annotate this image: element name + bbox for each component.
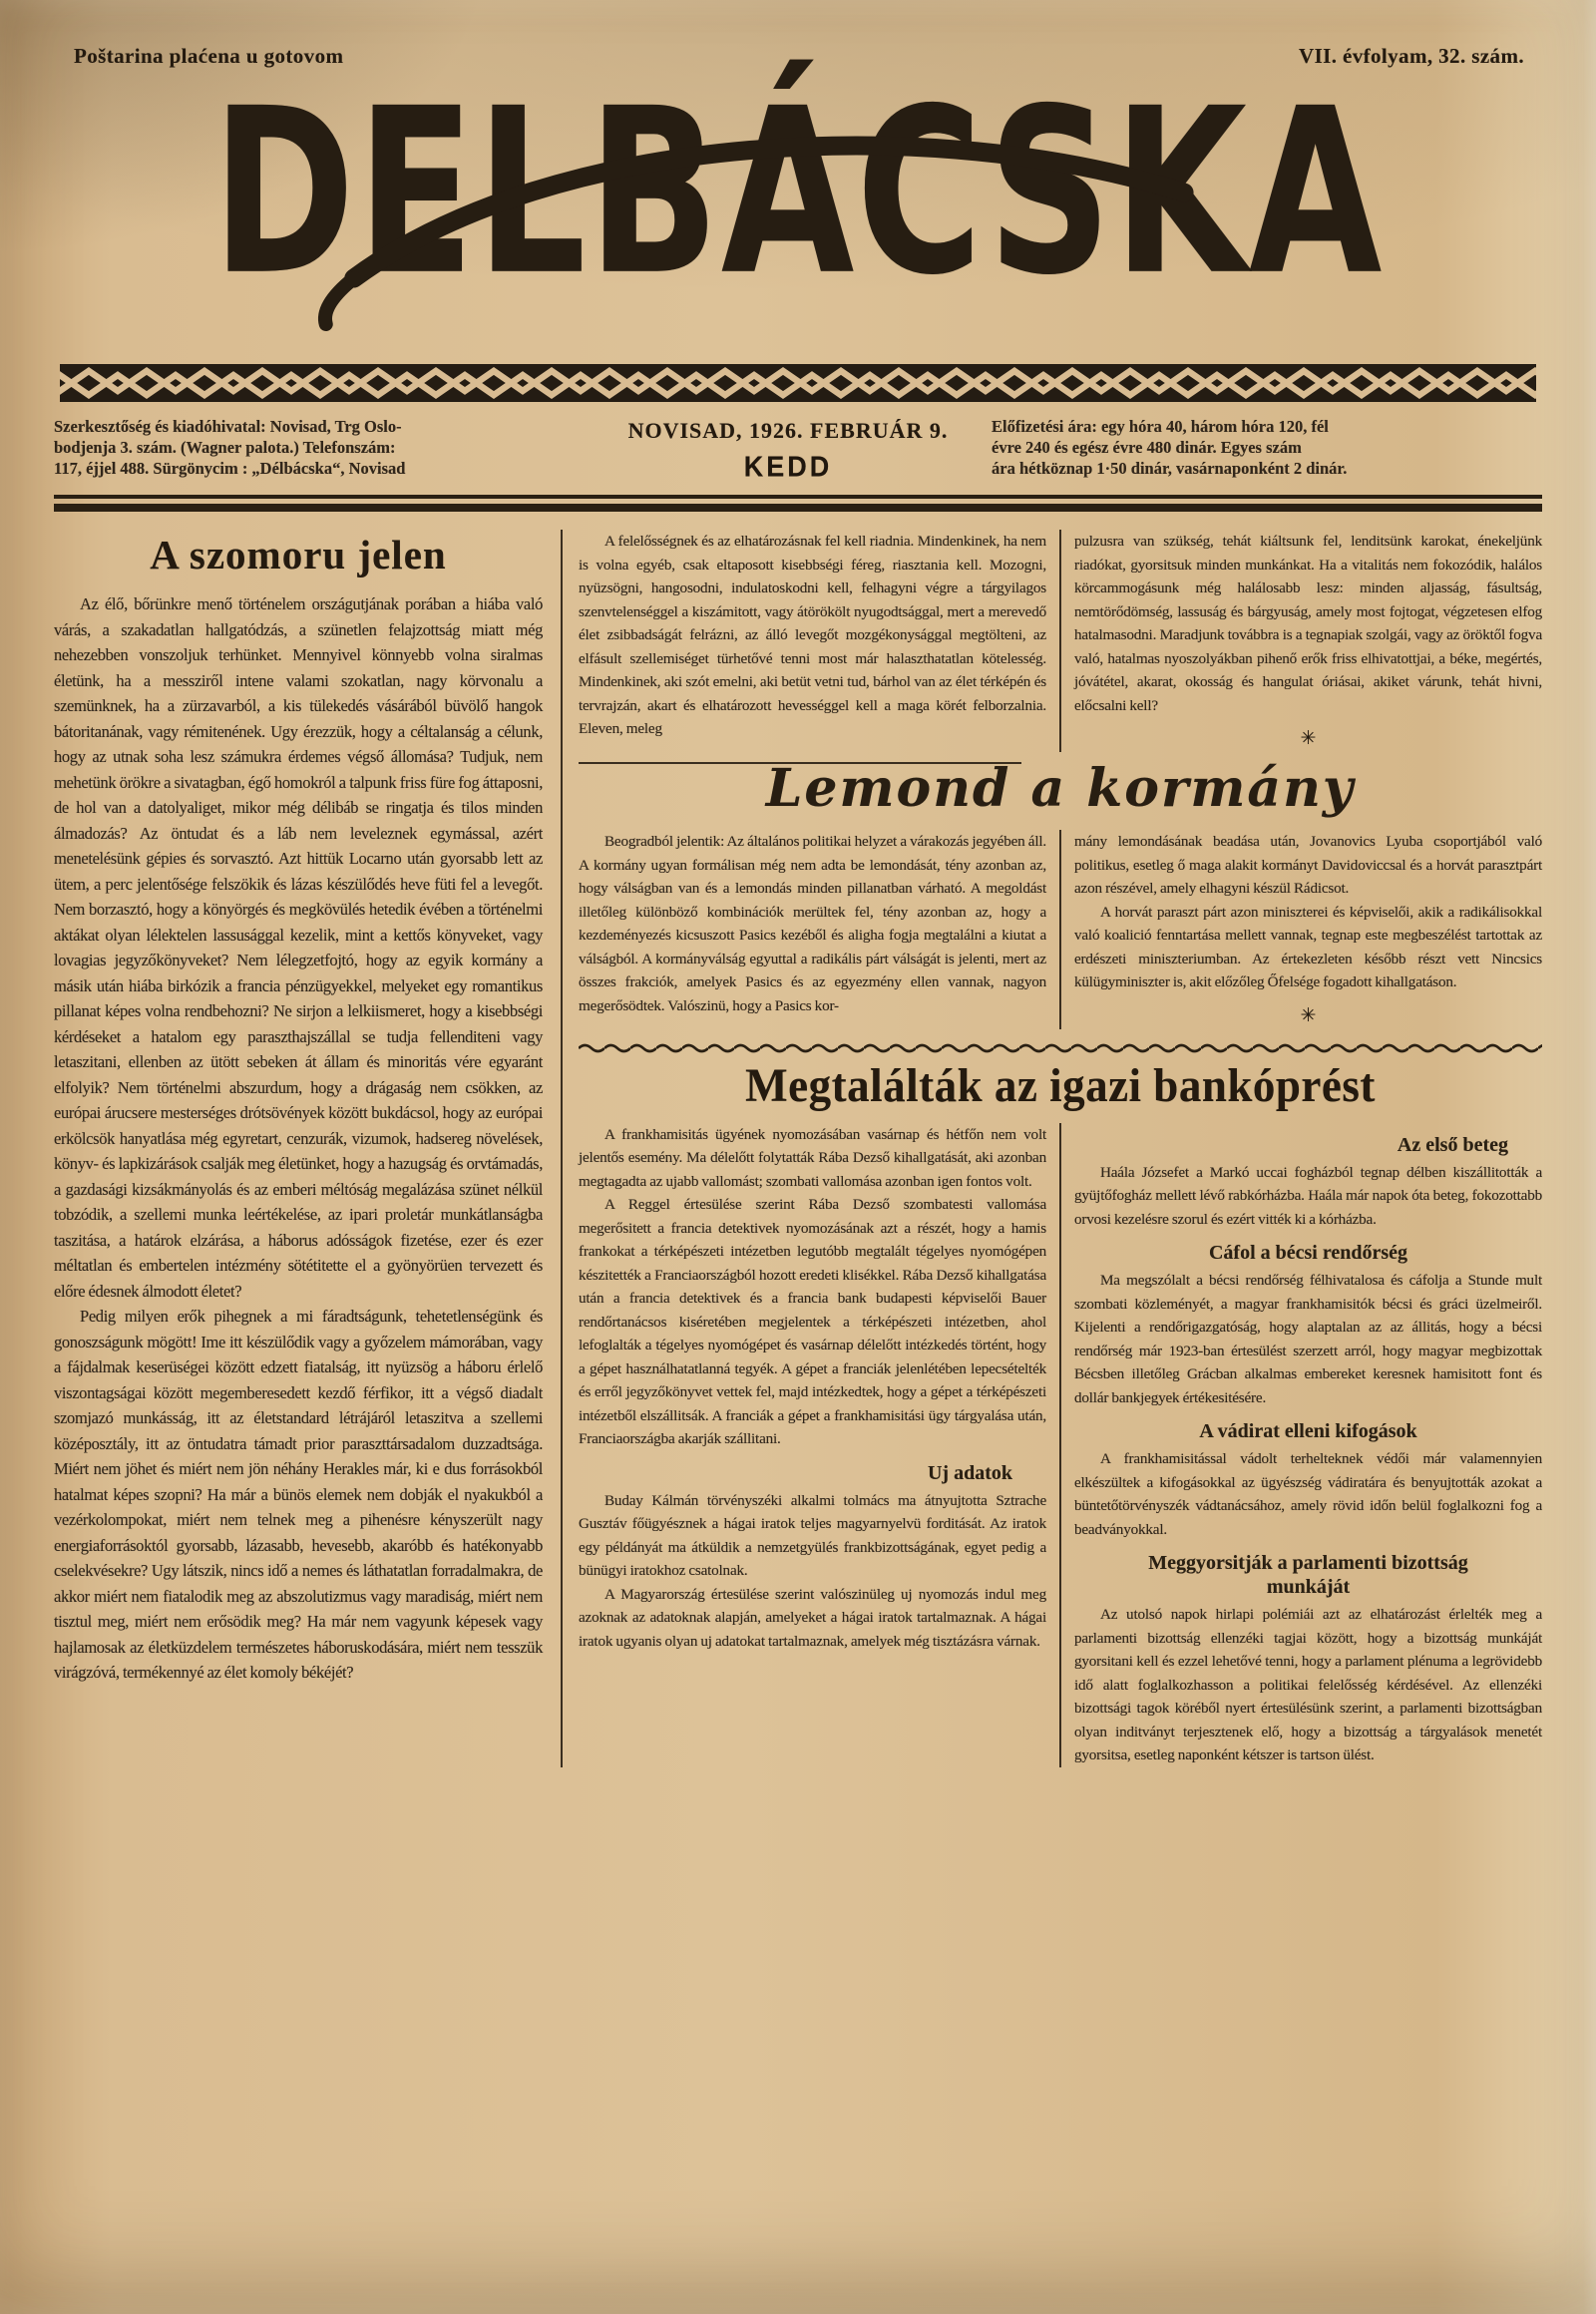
column-end-rule	[579, 762, 1021, 764]
section-end-mark: ✳	[1300, 728, 1317, 749]
newspaper-title: DELBÁCSKA	[211, 59, 1385, 326]
article-paragraph: Az utolsó napok hirlapi polémiái azt az elhatározást érlelték meg a parlamenti bizottság ellenzéki tagjai között, hogy a bizottság munkáját gyorsitani kell és ezzel lehetővé tenni, hogy a parlament plénuma a legrövidebb idő alatt foglalkozhasson a politikai felelősség kérdésével. Az ellenzéki bizottsági tagok köréből nyert értesülésünk szerint, a parlamenti bizottságban olyan inditványt terjesztenek elő, hogy a bizottság a tárgyalások menetét gyorsitsa, esetleg naponként kétszer is tartson ülést.	[1074, 1606, 1542, 1763]
lead-continuation-right	[1059, 530, 1542, 752]
bankopres-right-column	[1059, 1123, 1542, 1767]
article-paragraph: A Reggel értesülése szerint Rába Dezső szombatesti vallomása megerősitett a francia detektivek nyomozásának azt a részét, hogy a hamis frankokat a térképészeti intézetben legutóbb megtalált tégelyes nyomógépen készitették a Franciaországból hozott eredeti klisékkel. Rába Dezső kihallgatása után a francia detektivek és a francia bank budapesti képviselői Bauer rendőrtanácsos kiséretében megjelentek a térképészeti intézetben, ahol lefoglalták a tégelyes nyomógépet és vasárnap délelőtt intézkedés történt, hogy a gépet használhatatlanná tegyék. A gépet a franciák jelenlétében lepecsételték és erről jegyzőkönyvet vettek fel, majd intézkedtek, hogy a gépet a térképészeti intézetből elszállitsák. A franciák a gépet a frankhamisitási ügy tárgyalása után, Franciaországba akarják szállitani.	[579, 1196, 1046, 1447]
date-line: NOVISAD, 1926. FEBRUÁR 9.	[627, 418, 949, 443]
subscription-line: évre 240 és egész évre 480 dinár. Egyes szám	[992, 438, 1302, 457]
bankopres-body	[579, 1123, 1542, 1767]
lead-continuation	[579, 530, 1542, 752]
publisher-line: bodjenja 3. szám. (Wagner palota.) Telefonszám:	[54, 438, 396, 457]
lead-headline: A szomoru jelen	[150, 532, 447, 578]
lead-continuation-left	[579, 530, 1046, 752]
subhead-cafol-a-becsi-rendorseg: Cáfol a bécsi rendőrség	[1208, 1242, 1408, 1264]
publisher-line: Szerkesztőség és kiadóhivatal: Novisad, Trg Oslo-	[54, 417, 402, 436]
subhead-az-elso-beteg: Az első beteg	[1396, 1133, 1508, 1156]
publisher-info	[54, 416, 585, 479]
lemond-right-column	[1059, 830, 1542, 1029]
lemond-left-column	[579, 830, 1046, 1029]
article-paragraph: Haála Józsefet a Markó uccai fogházból tegnap délben kiszállitották a gyüjtőfogház mellett lévő rabkórházba. Haála már napok óta beteg, fokozottabb orvosi kezelésre szorul és ezért vitték ki a kórházba.	[1074, 1163, 1542, 1228]
lemond-section	[579, 758, 1542, 1029]
issue-info: VII. évfolyam, 32. szám.	[1299, 44, 1524, 68]
lemond-body	[579, 830, 1542, 1029]
masthead-info-row	[54, 416, 1542, 483]
bankopres-left-column	[579, 1123, 1046, 1767]
article-paragraph: A horvát paraszt párt azon miniszterei és képviselői, akik a radikálisokkal való koalició fenntartása mellett vannak, tegnap este megbeszélést tartottak az erdészeti miniszteriumban. Az értekezleten később részt vett Nincsics külügyminiszter is, akit előzőleg Őfelsége fogadott kihallgatáson.	[1074, 903, 1542, 990]
date-block	[610, 416, 966, 483]
decorative-band	[60, 364, 1536, 402]
article-paragraph: A felelősségnek és az elhatározásnak fel kell riadnia. Mindenkinek, ha nem is volna egyéb, csak eltaposott kisebbségi féreg, riasztania kell. Mozogni, nyüzsögni, hangosodni, indulatoskodni kell, felhagyni végre a tárgyilagos szenvtelenséggel a kiszámitott, vagy átörökölt nyugodtsággal, mert a merevedő élet zsibbadságát felrázni, az álló levegőt mozgékonysággal megtölteni, az elfásult szellemiséget türhetővé tenni most már halaszthatatlan kötelesség. Mindenkinek, aki szót emelni, aki betüt vetni tud, bárhol van az élet térképén és tervrajzán, akart és elhatározott hevességgel kell a maga körét felborzalnia. Eleven, meleg	[579, 533, 1046, 737]
article-paragraph: A frankhamisitás ügyének nyomozásában vasárnap és hétfőn nem volt jelentős esemény. Ma délelőtt folytatták Rába Dezső kihallgatását, aki azonban megtagadta az ujabb vallomást; szombati vallomása azonban igen fontos volt.	[579, 1125, 1046, 1190]
article-paragraph: A frankhamisitással vádolt terhelteknek védői már valamennyien elkészültek a kifogásokkal az ügyészség vádiratára és benyujtották azokat a büntetőtörvényszék vádtanácsához, amely rövid időn belül foglalkozni fog a beadványokkal.	[1074, 1450, 1542, 1538]
masthead	[54, 59, 1542, 402]
article-paragraph: pulzusra van szükség, tehát kiáltsunk fel, lenditsünk karokat, énekeljünk riadókat, gyorsitsuk minden munkánkat. Ha a vitalitás nem fokozódik, halálos körcammogásunk még halálosabb lesz: minden aljasság, fásultság, nemtörődömség, lassuság és bárgyuság, amely most fojtogat, végzetesen elfog hatalmasodni. Maradjunk továbbra is a tegnapiak szolgái, vagy az öröktől fogva való, hatalmas nyoszolyákban pihenő erők friss elhivatottjai, a béke, megértés, jóvátétel, akarat, okosság és hangulat óriásai, akiket várunk, tehát hivni, előcsalni kell?	[1074, 533, 1542, 714]
article-paragraph: mány lemondásának beadása után, Jovanovics Lyuba csoportjából való politikus, esetleg ő maga alakit kormányt Davidoviccsal és a horvát parasztpárt azon részével, amely elhagyni készül Rádicsot.	[1074, 833, 1542, 897]
article-paragraph: Az élő, bőrünkre menő történelem országutjának porában a hiába való várás, a szakadatlan hallgatódzás, a szünetlen felajzottság miatt még nehezebben vonszoljuk terhünket. Mennyivel könnyebb volna siralmas életünk, ha a messziről intene valami szokatlan, nagy körvonalu a szemünknek, ha a zürzavarból, a kis tülekedés vásárából büvölő hangok bátoritanának, vagy rémitenének. Ugy érezzük, hogy a céltalanság a célunk, hogy az utnak soha lesz számukra érdemes végső állomása? Tudjuk, nem mehetünk örökre a sivatagban, égő homokról a talpunk friss füre fog áttaposni, de hol van a datolyaliget, mikor még délibáb se ringatja és tilos minden álmadozás? Az öntudat és a láb nem leveleznek egymással, azért menetelésünk gépies és sorvasztó. Azt hittük Locarno után gyorsabb lett az ütem, a perc jelentősége felszökik és lázas készülődés heve füti fel a levegőt. Nem borzasztó, hogy a könyörgés és megkövülés hetedik évében a történelmi aktákat olyan lélektelen lassusággal kezelik, mint a kettős könyveket, vagy lovagias jegyzőkönyveket? Nem lélegzetfojtó, hogy az egyik kormány a másik után hiába birkózik a francia pénzügyekkel, melyeket egy romantikus pillanat képes volna rendbehozni? Ne sirjon a lelkiismeret, hogy a kisebbségi kérdéseket a hatalom egy paraszthajszállal se tudja fellenditeni vagy letaszitani, ellenben az ütött sebeken át állam és minoritás vére egyaránt elfolyik? Nem történelmi abszurdum, hogy a drágaság nem csökken, az európai árucsere mesterséges drótsövények között bukdácsol, hogy az európai erkölcsök hanyatlása még egyretart, cenzurák, vizumok, hadsereg növelések, könyv- és lapkizárások csalják meg életünket, hogy a hazugság és orvtámadás, a gazdasági kizsákmányolás és az emberi méltóság megalázása szünet nélkül tobzódik, a szellemi munka leértékelése, az ipari proletár munkátlanságba taszitása, a határok elzárása, a háborus adósságok fizetése, ezer és ezer méltatlan és embertelen intézmény sötétitette el a gyönyörüen tervezett és előre édesnek álmodott életet?	[54, 594, 543, 1301]
article-paragraph: Buday Kálmán törvényszéki alkalmi tolmács ma átnyujtotta Sztrache Gusztáv főügyésznek a hágai iratok teljes magyarnyelvü forditását. Az iratok egy példányát ma átküldik a nemzetgyülés frankbizottságának, egyet pedig a bünügyi iratokhoz csatolnak.	[579, 1491, 1046, 1579]
article-paragraph: Ma megszólalt a bécsi rendőrség félhivatalosa és cáfolja a Stunde mult szombati közleményét, a magyar frankhamisitók bécsi és gráci üzelmeiről. Kijelenti a rendőrigazgatóság, hogy alaptalan az az állitás, hogy a bécsi rendőrség már 1923-ban értesülést szerzett arról, hogy magyar megbizottak Bécsben illetőleg Grácban alkalmas embereket keresnek hamisitott font és dollár bankjegyek értékesitésére.	[1074, 1272, 1542, 1406]
publisher-line: 117, éjjel 488. Sürgönycim : „Délbácska“, Novisad	[54, 459, 406, 478]
postage-note: Poštarina plaćena u gotovom	[74, 44, 344, 68]
lemond-headline: Lemond a kormány	[765, 758, 1356, 819]
right-columns	[561, 530, 1542, 1767]
day-name: KEDD	[743, 451, 833, 483]
header-divider	[54, 495, 1542, 512]
subhead-meggyorsitjak: Meggyorsitják a parlamenti bizottság munkáját	[1148, 1552, 1468, 1598]
page-content	[54, 530, 1542, 1767]
subscription-info	[992, 416, 1542, 479]
article-paragraph: Beogradból jelentik: Az általános politikai helyzet a várakozás jegyében áll. A kormány ugyan formálisan még nem adta be lemondását, tény azonban az, hogy válságban van és a lemondás minden pillanatban várható. A megoldást illetőleg különböző kombinációk merültek fel, tény azonban az, hogy a kezdeményezés kicsuszott Pasics kezéből és aligha fogja megtalálni a kiutat a válságból. A kormányválság egyuttal a radikális párt válságát is jelenti, mert az összes frakciók, amelyek Pasics és az egyezmény ellen vannak, nagyon megerősödtek. Valószinü, hogy a Pasics kor-	[579, 833, 1046, 1014]
lead-article-column	[54, 530, 545, 1767]
article-paragraph: Pedig milyen erők pihegnek a mi fáradtságunk, tehetetlenségünk és gonoszságunk mögött! Ime itt készülődik vagy a győzelem mámorában, vagy a fájdalmak keserüségei között edzett fiatalság, itt nyüzsög a háboru érlelő viszontagságai között megemberesedett kezdő férfikor, itt a végső diadalt szomjazó munkásság, itt az életstandard létrájáról letaszitva a szellemi középosztály, itt az öntudatra támadt prior paraszttársadalom duzzadtsága. Miért nem jöhet és miért nem jön néhány Herakles már, ki e dus forrásokból hatalmat képes szopni? Ha már a bünös elemek nem dobják el nyakukból a vezérkolompokat, miért nem telnek meg a pihenésre kényszerült nagy energiaforrásoktól gyorsabb, lázasabb, hevesebb, akaróbb és hatékonyabb cselekvésekre? Ugy látszik, nincs idő a nemes és láthatatlan forradalmakra, de akkor miért nem fiatalodik meg az abszolutizmus vagy maradiság, miért nem tisztul meg, miért nem erősödik meg? Ha már nem vagyunk képesek vagy hajlamosak az életküzdelem természetes háboruskodására, miért nem tesszük virágzóvá, termékennyé az élet komoly békéjét?	[54, 1307, 543, 1682]
subscription-line: ára hétköznap 1·50 dinár, vasárnaponként 2 dinár.	[992, 459, 1348, 478]
subhead-vadirat-elleni-kifogasok: A vádirat elleni kifogások	[1199, 1420, 1417, 1442]
bankopres-section	[579, 1059, 1542, 1767]
wavy-divider	[579, 1041, 1542, 1053]
article-paragraph: A Magyarország értesülése szerint valószinüleg uj nyomozás indul meg azoknak az adatoknak alapján, amelyeket a hágai iratok tartalmaznak. A hágai iratok ugyanis olyan uj adatokat tartalmaznak, amelyek még tisztázásra várnak.	[579, 1585, 1046, 1650]
section-end-mark: ✳	[1300, 1004, 1317, 1026]
bankopres-headline: Megtalálták az igazi bankóprést	[745, 1058, 1376, 1111]
subscription-line: Előfizetési ára: egy hóra 40, három hóra 120, fél	[992, 417, 1329, 436]
subhead-uj-adatok: Uj adatok	[927, 1461, 1012, 1484]
